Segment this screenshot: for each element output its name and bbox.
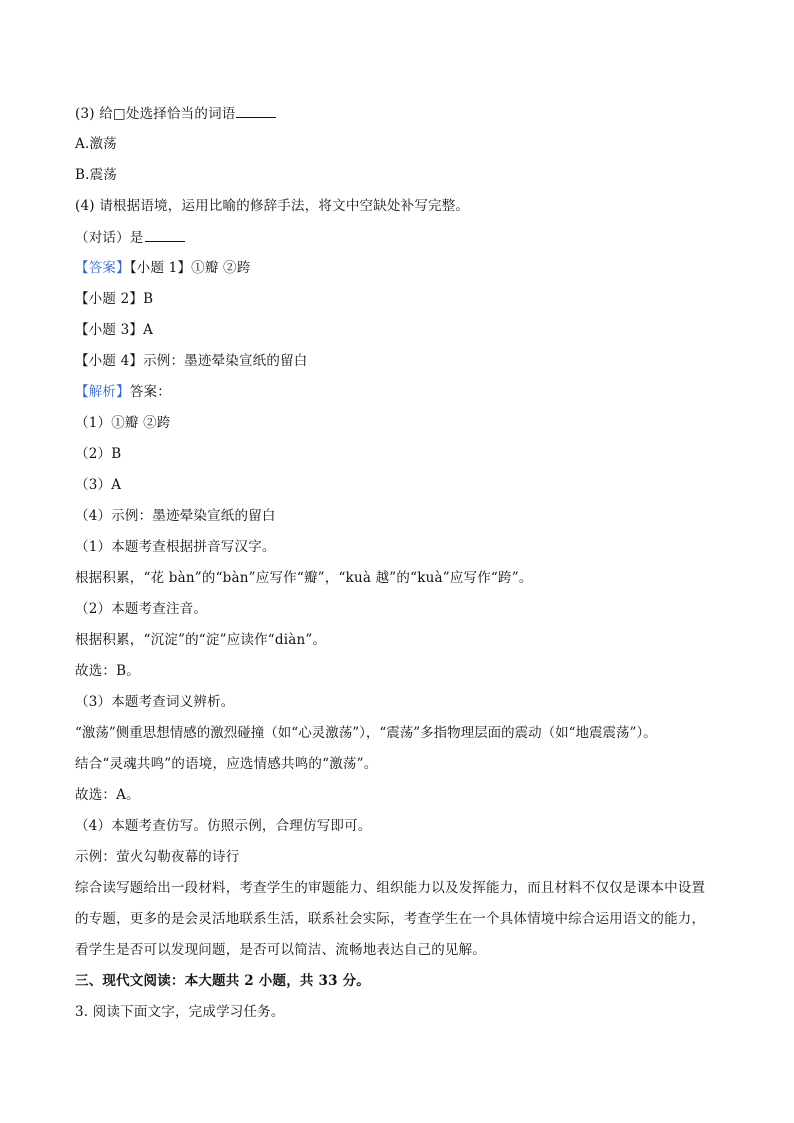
summary-line-2: 的专题，更多的是会灵活地联系生活，联系社会实际，考查学生在一个具体情境中综合运用语文的能力，	[75, 911, 706, 927]
analysis-tag: 【解析】	[75, 384, 130, 400]
explain-4-title: （4）本题考查仿写。仿照示例，合理仿写即可。	[75, 818, 372, 834]
explain-3-title: （3）本题考查词义辨析。	[75, 694, 235, 710]
explain-1-title: （1）本题考查根据拼音写汉字。	[75, 539, 276, 555]
analysis-intro: 答案：	[129, 384, 171, 400]
answer-tag: 【答案】	[75, 260, 130, 276]
explain-2-choice: 故选：B。	[75, 663, 140, 679]
q4-dialogue: （对话）是	[75, 230, 144, 246]
q4-prompt: (4) 请根据语境，运用比喻的修辞手法，将文中空缺处补写完整。	[75, 198, 470, 214]
analysis-a1: （1）①瓣 ②跨	[75, 415, 171, 431]
analysis-a4: （4）示例：墨迹晕染宣纸的留白	[75, 508, 276, 524]
explain-2-body: 根据积累，“沉淀”的“淀”应读作“diàn”。	[75, 632, 327, 648]
explain-3-body-1: “激荡”侧重思想情感的激烈碰撞（如“心灵激荡”），“震荡”多指物理层面的震动（如“地震震荡”）。	[75, 725, 657, 741]
explain-3-choice: 故选：A。	[75, 787, 140, 803]
q3-option-b: B.震荡	[75, 167, 118, 183]
answer-sub4: 【小题 4】示例：墨迹晕染宣纸的留白	[75, 353, 308, 369]
answer-sub3: 【小题 3】A	[75, 322, 154, 338]
q4-dialogue-line	[75, 228, 185, 247]
answer-sub2: 【小题 2】B	[75, 291, 154, 307]
section-3-heading: 三、现代文阅读：本大题共 2 小题，共 33 分。	[75, 973, 370, 989]
q3-prompt-line	[75, 104, 276, 123]
analysis-line-1	[75, 383, 171, 401]
summary-line-1: 综合读写题给出一段材料，考查学生的审题能力、组织能力以及发挥能力，而且材料不仅仅是课本中设置	[75, 880, 706, 896]
answer-line-1	[75, 259, 250, 277]
section-3-question: 3. 阅读下面文字，完成学习任务。	[75, 1004, 285, 1020]
q3-answer-blank	[236, 104, 276, 118]
q4-answer-blank	[145, 228, 185, 242]
summary-line-3: 看学生是否可以发现问题，是否可以简洁、流畅地表达自己的见解。	[75, 942, 486, 958]
explain-4-example: 示例：萤火勾勒夜幕的诗行	[75, 849, 240, 865]
q3-option-a: A.激荡	[75, 136, 117, 152]
analysis-a2: （2）B	[75, 446, 122, 462]
explain-3-body-2: 结合“灵魂共鸣”的语境，应选情感共鸣的“激荡”。	[75, 756, 378, 772]
answer-sub1: 【小题 1】①瓣 ②跨	[129, 260, 251, 276]
explain-1-body: 根据积累，“花 bàn”的“bàn”应写作“瓣”，“kuà 越”的“kuà”应写作“跨”。	[75, 570, 533, 586]
explain-2-title: （2）本题考查注音。	[75, 601, 208, 617]
q3-prompt: (3) 给□处选择恰当的词语	[75, 106, 236, 122]
analysis-a3: （3）A	[75, 477, 122, 493]
